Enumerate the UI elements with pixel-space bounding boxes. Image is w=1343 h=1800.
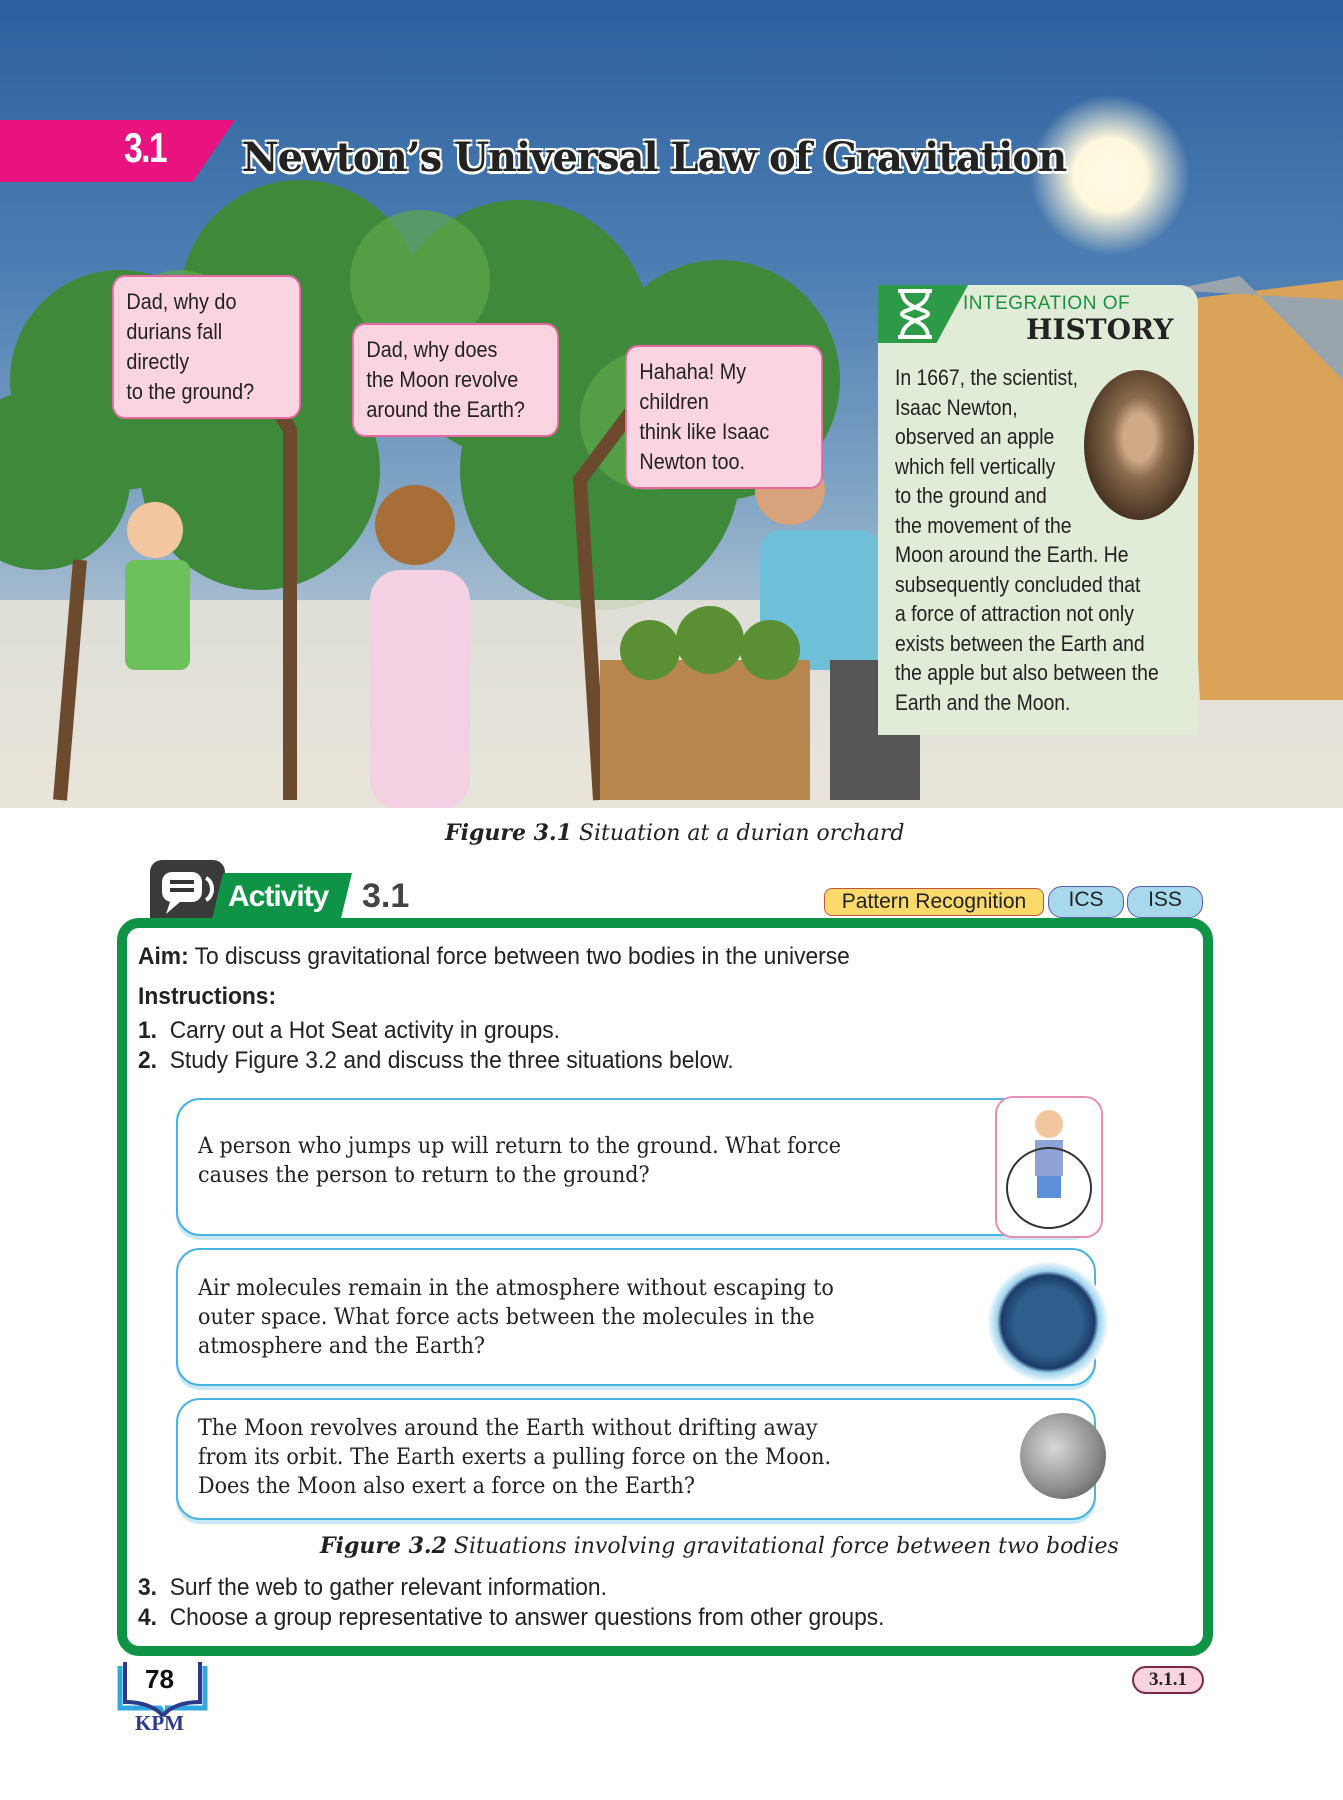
publisher-logo-text: KPM [135,1711,184,1735]
step-number: 2. [138,1047,158,1074]
situation-text: The Moon revolves around the Earth without drifting away from its orbit. The Earth exerts a pulling force on the Moon. Does the Moon also exert a force on the Earth? [198,1415,832,1499]
history-title: HISTORY [1026,313,1174,346]
activity-number: 3.1 [362,877,410,915]
history-kicker: INTEGRATION OF [963,293,1131,314]
page-number: 78 [145,1664,174,1694]
section-number: 3.1 [124,124,166,171]
situation-card-moon [176,1398,1096,1520]
jumping-child-image [995,1096,1103,1238]
page-title: Newton’s Universal Law of Gravitation [242,134,1067,181]
speech-bubble-father: Hahaha! My children think like Isaac Newton too. [625,345,823,489]
step-2 [138,1047,734,1075]
figure-label: Figure 3.2 [320,1533,447,1559]
figure-caption-text: Situations involving gravitational force between two bodies [453,1534,1119,1559]
step-text: Study Figure 3.2 and discuss the three situations below. [169,1047,734,1074]
figure-3-1-caption [445,820,905,846]
tag-ics: ICS [1048,886,1124,918]
figure-3-2-caption [320,1533,1119,1559]
step-text: Choose a group representative to answer questions from other groups. [169,1604,885,1631]
moon-image [1020,1413,1106,1499]
situation-card-jump [176,1098,1096,1236]
step-3 [138,1574,607,1602]
tag-pattern-recognition: Pattern Recognition [824,888,1044,916]
durian-basket [600,660,810,800]
durian-orchard-illustration [0,0,1343,808]
aim-label: Aim: [138,943,189,970]
speech-bubble-boy: Dad, why do durians fall directly to the ground? [112,275,301,419]
step-number: 4. [138,1604,158,1631]
learning-standard-badge: 3.1.1 [1132,1666,1204,1694]
situation-card-atmosphere [176,1248,1096,1386]
tag-iss: ISS [1127,886,1203,918]
step-4 [138,1604,885,1632]
speech-bubble-girl: Dad, why does the Moon revolve around the Earth? [352,323,559,437]
aim-text: To discuss gravitational force between two bodies in the universe [194,943,850,970]
step-text: Surf the web to gather relevant information. [169,1574,607,1601]
figure-caption-text: Situation at a durian orchard [578,821,905,846]
hourglass-icon [878,285,968,343]
instructions-label: Instructions: [138,983,277,1010]
step-text: Carry out a Hot Seat activity in groups. [169,1017,561,1044]
step-number: 3. [138,1574,158,1601]
situation-text: A person who jumps up will return to the ground. What force causes the person to return to the ground? [198,1133,842,1188]
step-1 [138,1017,560,1045]
situation-text: Air molecules remain in the atmosphere without escaping to outer space. What force acts between the molecules in the atmosphere and the Earth? [198,1275,834,1359]
boy-figure [125,502,190,670]
figure-label: Figure 3.1 [445,820,572,846]
step-number: 1. [138,1017,158,1044]
earth-image [988,1262,1108,1382]
aim-line [138,943,850,971]
isaac-newton-portrait [1084,370,1194,520]
history-text: In 1667, the scientist, Isaac Newton, observed an apple which fell vertically to the ground and the movement of the Moon around the Earth. He subsequently concluded that a force of attraction not only exists between the Earth and the apple but also between the Earth and the Moon. [895,365,1159,715]
activity-label: Activity [228,880,329,913]
